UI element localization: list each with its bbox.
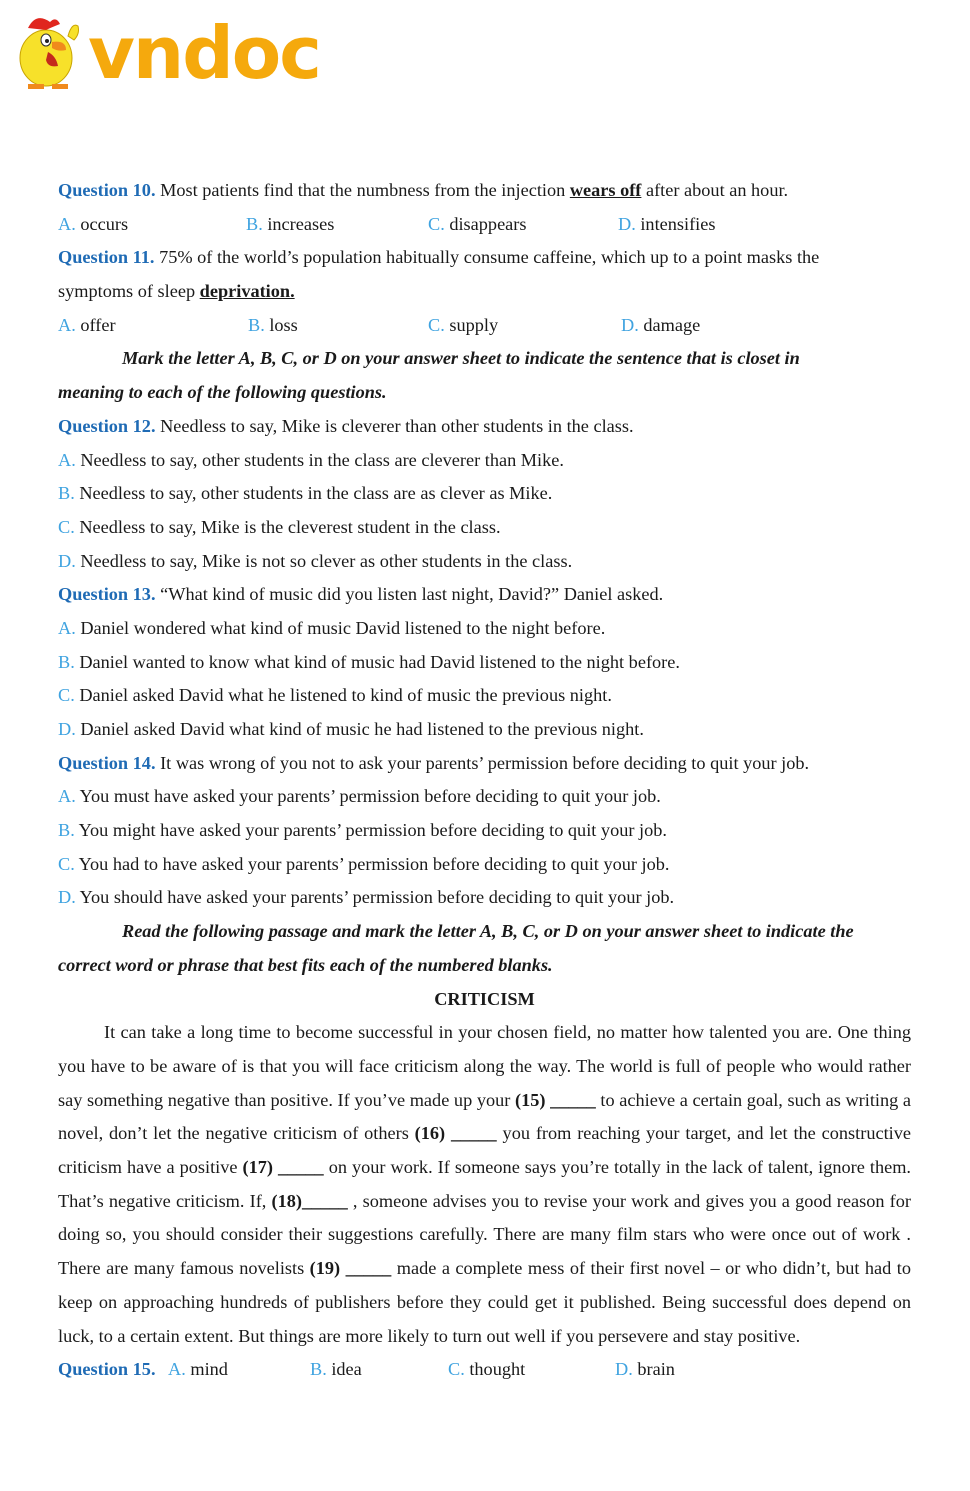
question-11 <box>58 241 911 275</box>
question-11-options <box>58 309 911 343</box>
blank-15: _____ <box>545 1089 596 1110</box>
option-c: C. You had to have asked your parents’ permission before deciding to quit your job. <box>58 853 670 874</box>
passage-title: CRITICISM <box>434 988 535 1009</box>
option-c: C. Daniel asked David what he listened to kind of music the previous night. <box>58 685 612 706</box>
option-c: C. disappears <box>428 213 527 234</box>
vndoc-logo <box>6 6 336 92</box>
question-15 <box>58 1353 911 1387</box>
option-c: C. supply <box>428 314 499 335</box>
option-a: A. Needless to say, other students in the class are cleverer than Mike. <box>58 449 564 470</box>
option-d: D. You should have asked your parents’ permission before deciding to quit your job. <box>58 887 675 908</box>
question-label: Question 10. <box>58 180 156 200</box>
passage-text: It can take a long time to become successful in your chosen field, no matter how talented you are. One thing you have to be aware of is that you will face criticism along the way. The world is full of people who would rather say something negative than positive. If you’ve made up your (15) _____ to achieve a certain goal, such as writing a novel, don’t let the negative criticism of others (16) _____ you from reaching your target, and let the constructive criticism have a positive (17) _____ on your work. If someone says you’re totally in the lack of talent, ignore them. That’s negative criticism. If, (18)_____ , someone advises you to revise your work and gives you a good reason for doing so, you should consider their suggestions carefully. There are many film stars who were once out of work . There are many famous novelists (19) _____ made a complete mess of their first novel – or who didn’t, but had to keep on approaching hundreds of publishers before they could get it published. Being successful does depend on luck, to a certain extent. But things are more likely to turn out well if you persevere and stay positive. <box>58 1022 912 1346</box>
option-a: A. Daniel wondered what kind of music David listened to the night before. <box>58 617 606 638</box>
option-b: B. You might have asked your parents’ permission before deciding to quit your job. <box>58 820 667 841</box>
question-14: Question 14. It was wrong of you not to ask your parents’ permission before deciding to quit your job. <box>58 752 810 773</box>
option-d: D. intensifies <box>618 213 716 234</box>
question-12: Question 12. Needless to say, Mike is cleverer than other students in the class. <box>58 415 634 436</box>
option-b: B. Daniel wanted to know what kind of music had David listened to the night before. <box>58 651 680 672</box>
instruction-cont: correct word or phrase that best fits each of the numbered blanks. <box>58 954 553 975</box>
question-10 <box>58 174 911 208</box>
question-label: Question 15. <box>58 1359 156 1380</box>
option-a: A. You must have asked your parents’ permission before deciding to quit your job. <box>58 786 661 807</box>
question-text: 75% of the world’s population habitually consume caffeine, which up to a point masks the <box>154 247 820 268</box>
option-d: D. Daniel asked David what kind of music he had listened to the previous night. <box>58 719 644 739</box>
question-11-cont <box>58 275 911 309</box>
option-a: A. occurs <box>58 213 129 234</box>
option-c: C. Needless to say, Mike is the cleverest student in the class. <box>58 516 501 537</box>
option-a: A. mind <box>168 1359 228 1380</box>
question-text: symptoms of sleep <box>58 281 200 302</box>
blank-17: _____ <box>272 1157 324 1177</box>
option-a: A. offer <box>58 314 116 335</box>
blank-18: _____ <box>302 1190 348 1211</box>
option-c: C. thought <box>448 1359 526 1380</box>
document-body <box>58 174 911 1387</box>
option-b: B. idea <box>310 1359 362 1380</box>
question-text: Most patients find that the numbness from the injection <box>155 180 570 200</box>
underlined-word: deprivation. <box>199 281 295 302</box>
instruction: Mark the letter A, B, C, or D on your answer sheet to indicate the sentence that is closet in <box>122 348 800 369</box>
blank-19: _____ <box>340 1258 392 1279</box>
option-b: B. increases <box>246 213 335 234</box>
blank-16: _____ <box>445 1123 497 1144</box>
option-d: D. brain <box>615 1359 675 1380</box>
instruction-cont: meaning to each of the following questions. <box>58 382 387 403</box>
question-13: Question 13. “What kind of music did you listen last night, David?” Daniel asked. <box>58 584 664 605</box>
instruction: Read the following passage and mark the letter A, B, C, or D on your answer sheet to indicate the <box>122 921 854 942</box>
underlined-word: wears off <box>569 180 642 200</box>
question-label: Question 11. <box>58 247 155 268</box>
question-10-options <box>58 208 911 242</box>
option-b: B. loss <box>248 314 298 335</box>
option-b: B. Needless to say, other students in the class are as clever as Mike. <box>58 483 553 504</box>
option-d: D. damage <box>621 314 701 335</box>
logo-text: vndoc <box>88 11 320 92</box>
question-text: after about an hour. <box>641 180 789 200</box>
option-d: D. Needless to say, Mike is not so clever as other students in the class. <box>58 550 573 571</box>
